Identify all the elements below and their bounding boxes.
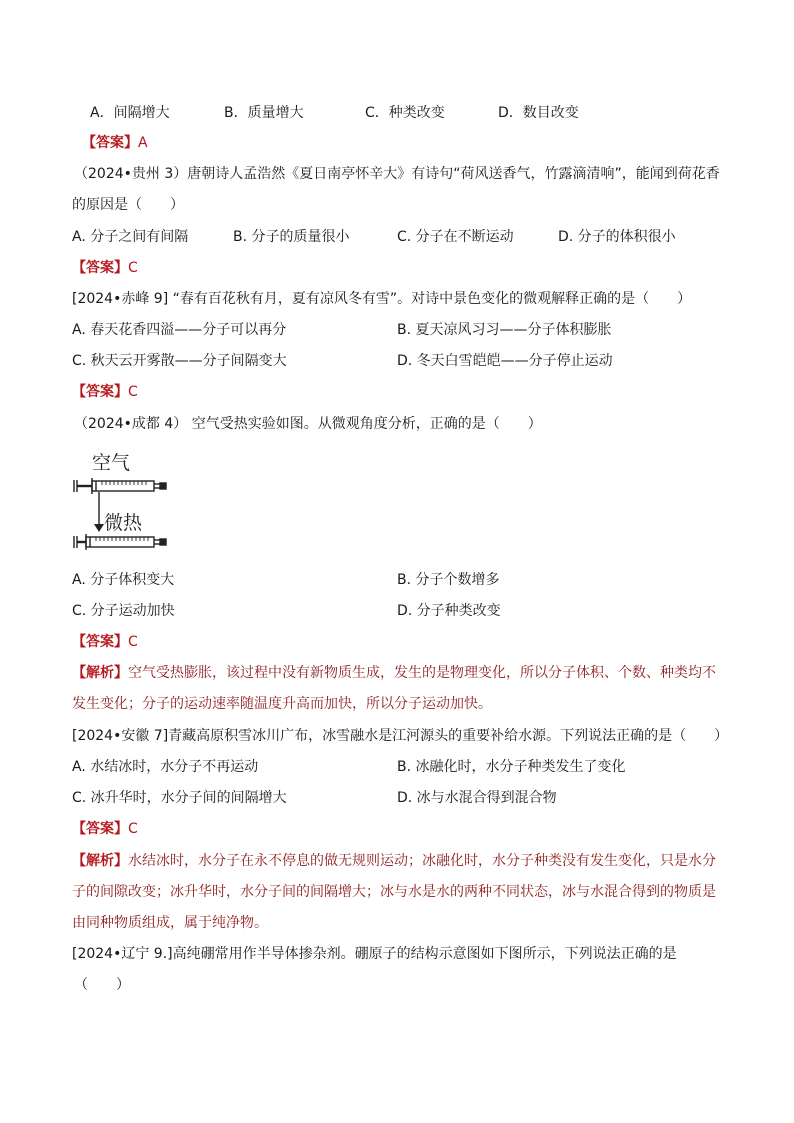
answer-value: C xyxy=(128,384,138,400)
q3-answer xyxy=(72,632,138,652)
answer-label: 【答案】 xyxy=(72,634,128,650)
q3-option-a: A. 分子体积变大 xyxy=(72,572,175,588)
arrow-down-icon xyxy=(94,492,104,532)
q4-answer xyxy=(72,819,138,839)
q3-option-d: D. 分子种类改变 xyxy=(397,603,501,619)
q1-stem-line1: （2024•贵州 3）唐朝诗人孟浩然《夏日南亭怀辛大》有诗句“荷风送香气，竹露滴清响”，能闻到荷花香 xyxy=(74,166,720,182)
q4-explanation-line3: 由同种物质组成，属于纯净物。 xyxy=(72,915,268,931)
q1-option-c: C. 分子在不断运动 xyxy=(397,229,514,245)
q0-answer xyxy=(82,133,148,153)
explanation-label: 【解析】 xyxy=(72,853,128,869)
explanation-text: 空气受热膨胀，该过程中没有新物质生成，发生的是物理变化，所以分子体积、个数、种类均不 xyxy=(128,665,716,681)
q4-explanation-line2: 子的间隙改变；冰升华时，水分子间的间隔增大；冰与水是水的两种不同状态，冰与水混合得到的物质是 xyxy=(72,884,716,900)
q4-option-d: D. 冰与水混合得到混合物 xyxy=(397,790,557,806)
figure-label-air: 空气 xyxy=(92,452,131,474)
q2-option-a: A. 春天花香四溢——分子可以再分 xyxy=(72,322,287,338)
syringe-diagram xyxy=(72,448,182,556)
q4-option-b: B. 冰融化时，水分子种类发生了变化 xyxy=(397,759,626,775)
q2-option-b: B. 夏天凉风习习——分子体积膨胀 xyxy=(397,322,612,338)
q2-stem: [2024•赤峰 9] “春有百花秋有月，夏有凉风冬有雪”。对诗中景色变化的微观解释正确的是（ ） xyxy=(72,291,692,307)
answer-label: 【答案】 xyxy=(72,384,128,400)
q0-option-d: D．数目改变 xyxy=(498,105,579,121)
q3-stem: （2024•成都 4） 空气受热实验如图。从微观角度分析，正确的是（ ） xyxy=(74,416,542,432)
q4-option-c: C. 冰升华时，水分子间的间隔增大 xyxy=(72,790,287,806)
q3-option-c: C. 分子运动加快 xyxy=(72,603,175,619)
syringe-top xyxy=(74,478,166,494)
q1-answer xyxy=(72,258,138,278)
explanation-label: 【解析】 xyxy=(72,665,128,681)
q0-option-b: B．质量增大 xyxy=(224,105,304,121)
answer-value: C xyxy=(128,634,138,650)
q0-option-a: A．间隔增大 xyxy=(90,105,170,121)
answer-label: 【答案】 xyxy=(82,135,138,151)
q1-option-a: A. 分子之间有间隔 xyxy=(72,229,189,245)
q2-answer xyxy=(72,382,138,402)
answer-value: A xyxy=(138,135,148,151)
q3-explanation-line1 xyxy=(72,663,716,683)
q2-option-c: C. 秋天云开雾散——分子间隔变大 xyxy=(72,353,287,369)
q1-option-d: D. 分子的体积很小 xyxy=(558,229,676,245)
q4-stem: [2024•安徽 7]青藏高原积雪冰川广布，冰雪融水是江河源头的重要补给水源。下列说法正确的是（ ） xyxy=(72,728,729,744)
q3-option-b: B. 分子个数增多 xyxy=(397,572,500,588)
q1-option-b: B. 分子的质量很小 xyxy=(233,229,350,245)
q5-stem-line2: （ ） xyxy=(74,977,130,993)
q5-stem-line1: [2024•辽宁 9.]高纯硼常用作半导体掺杂剂。硼原子的结构示意图如下图所示，下列说法正确的是 xyxy=(72,946,677,962)
q3-explanation-line2: 发生变化；分子的运动速率随温度升高而加快，所以分子运动加快。 xyxy=(72,696,492,712)
q0-option-c: C．种类改变 xyxy=(365,105,445,121)
q2-option-d: D. 冬天白雪皑皑——分子停止运动 xyxy=(397,353,613,369)
answer-label: 【答案】 xyxy=(72,821,128,837)
explanation-text: 水结冰时，水分子在永不停息的做无规则运动；冰融化时，水分子种类没有发生变化，只是水分 xyxy=(128,853,716,869)
answer-value: C xyxy=(128,821,138,837)
answer-value: C xyxy=(128,260,138,276)
syringe-bottom xyxy=(74,534,166,550)
q4-explanation-line1 xyxy=(72,851,716,871)
q4-option-a: A. 水结冰时，水分子不再运动 xyxy=(72,759,259,775)
q1-stem-line2: 的原因是（ ） xyxy=(72,197,184,213)
figure-label-heat: 微热 xyxy=(104,512,143,534)
answer-label: 【答案】 xyxy=(72,260,128,276)
air-heating-figure xyxy=(72,448,182,556)
